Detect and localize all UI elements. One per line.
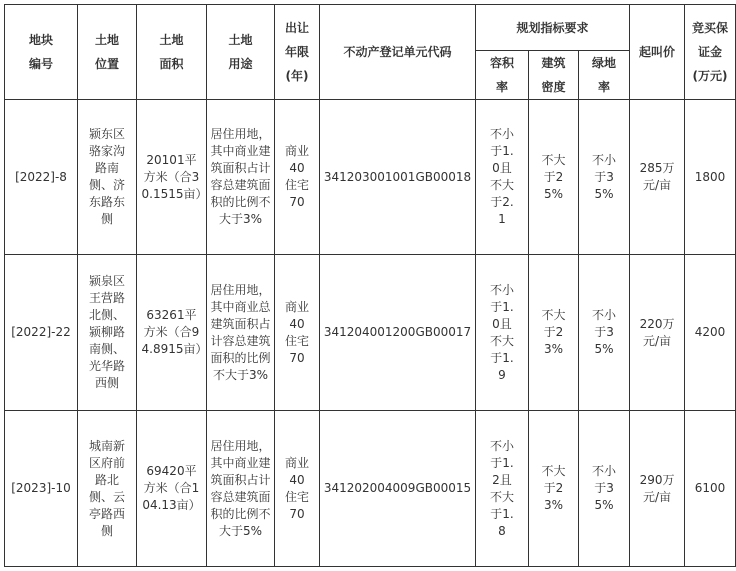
header-planning: 规划指标要求 (476, 5, 630, 51)
header-area: 土地面积 (137, 5, 207, 100)
table-row (5, 411, 736, 567)
cell-location: 城南新区府前路北侧、云亭路西侧 (78, 411, 137, 567)
cell-use: 居住用地，其中商业总建筑面积占计容总建筑面积的比例不大于3% (207, 255, 275, 411)
cell-code: 341202004009GB00015 (320, 411, 476, 567)
cell-plot-no: [2023]-10 (5, 411, 78, 567)
land-auction-table (4, 4, 736, 567)
cell-deposit: 1800 (685, 100, 736, 255)
cell-use: 居住用地，其中商业建筑面积占计容总建筑面积的比例不大于5% (207, 411, 275, 567)
header-far: 容积率 (476, 51, 529, 100)
header-code: 不动产登记单元代码 (320, 5, 476, 100)
header-term: 出让年限(年) (275, 5, 320, 100)
header-start-price: 起叫价 (630, 5, 685, 100)
cell-area: 20101平方米（合30.1515亩） (137, 100, 207, 255)
header-use: 土地用途 (207, 5, 275, 100)
cell-use: 居住用地，其中商业建筑面积占计容总建筑面积的比例不大于3% (207, 100, 275, 255)
table-row (5, 100, 736, 255)
cell-start-price: 285万元/亩 (630, 100, 685, 255)
cell-deposit: 4200 (685, 255, 736, 411)
header-green: 绿地率 (579, 51, 630, 100)
cell-deposit: 6100 (685, 411, 736, 567)
header-density: 建筑密度 (529, 51, 579, 100)
cell-term: 商业40住宅70 (275, 411, 320, 567)
cell-area: 63261平方米（合94.8915亩） (137, 255, 207, 411)
cell-location: 颍泉区王营路北侧、颍柳路南侧、光华路西侧 (78, 255, 137, 411)
cell-density: 不大于23% (529, 411, 579, 567)
cell-far: 不小于1.2且不大于1.8 (476, 411, 529, 567)
cell-start-price: 220万元/亩 (630, 255, 685, 411)
cell-code: 341203001001GB00018 (320, 100, 476, 255)
header-location: 土地位置 (78, 5, 137, 100)
header-plot-no: 地块编号 (5, 5, 78, 100)
cell-green: 不小于35% (579, 411, 630, 567)
cell-code: 341204001200GB00017 (320, 255, 476, 411)
table-row (5, 255, 736, 411)
cell-green: 不小于35% (579, 255, 630, 411)
header-deposit: 竞买保证金(万元) (685, 5, 736, 100)
cell-term: 商业40住宅70 (275, 255, 320, 411)
cell-plot-no: [2022]-8 (5, 100, 78, 255)
cell-location: 颍东区骆家沟路南侧、济东路东侧 (78, 100, 137, 255)
cell-plot-no: [2022]-22 (5, 255, 78, 411)
cell-term: 商业40住宅70 (275, 100, 320, 255)
cell-far: 不小于1.0且不大于2.1 (476, 100, 529, 255)
cell-density: 不大于23% (529, 255, 579, 411)
cell-density: 不大于25% (529, 100, 579, 255)
cell-far: 不小于1.0且不大于1.9 (476, 255, 529, 411)
cell-green: 不小于35% (579, 100, 630, 255)
cell-area: 69420平方米（合104.13亩） (137, 411, 207, 567)
cell-start-price: 290万元/亩 (630, 411, 685, 567)
